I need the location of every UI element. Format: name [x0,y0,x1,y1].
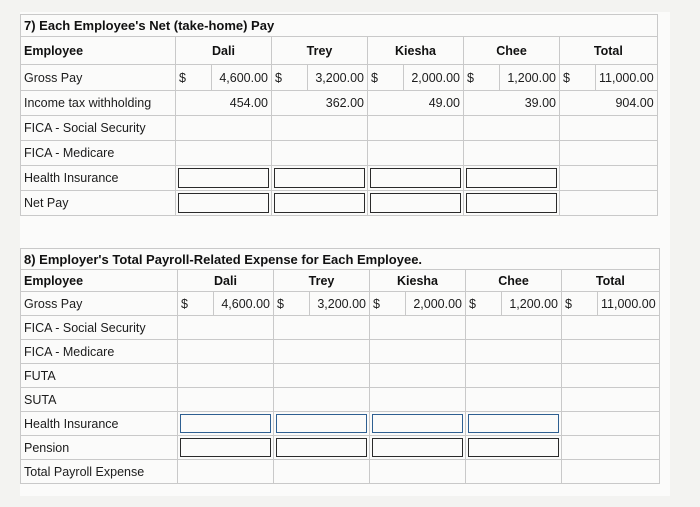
input-pension-total[interactable] [562,436,660,460]
input-suta-dali[interactable] [178,388,274,412]
cell-gross-pay-chee[interactable]: 1,200.00 [500,65,560,91]
table-row [21,166,658,191]
table-row [21,340,660,364]
input-total-expense-dali[interactable] [178,460,274,484]
row-label-total-payroll-expense: Total Payroll Expense [21,460,178,484]
currency-symbol: $ [466,292,502,316]
cell-gross-pay-dali[interactable]: 4,600.00 [212,65,272,91]
input-medicare-chee[interactable] [466,340,562,364]
currency-symbol: $ [274,292,310,316]
input-medicare-kiesha[interactable] [370,340,466,364]
input-net-pay-chee[interactable] [464,191,560,216]
input-pension-dali[interactable] [178,436,274,460]
input-fica-ss-total[interactable] [560,116,658,141]
cell-gross-pay-total[interactable]: 11,000.00 [598,292,660,316]
section-8-title: 8) Employer's Total Payroll-Related Expense for Each Employee. [21,249,660,270]
table-row [21,91,658,116]
cell-income-tax-dali[interactable]: 454.00 [176,91,272,116]
header-trey: Trey [274,270,370,292]
input-health-total[interactable] [560,166,658,191]
input-futa-total[interactable] [562,364,660,388]
input-suta-trey[interactable] [274,388,370,412]
row-label-health-insurance: Health Insurance [21,166,176,191]
input-health-dali[interactable] [178,412,274,436]
row-label-health-insurance: Health Insurance [21,412,178,436]
input-net-pay-dali[interactable] [176,191,272,216]
input-futa-dali[interactable] [178,364,274,388]
row-label-fica-medicare: FICA - Medicare [21,340,178,364]
input-medicare-chee[interactable] [464,141,560,166]
input-health-dali[interactable] [176,166,272,191]
header-employee: Employee [21,270,178,292]
input-fica-ss-dali[interactable] [176,116,272,141]
table-row [21,364,660,388]
cell-income-tax-kiesha[interactable]: 49.00 [368,91,464,116]
table-row [21,460,660,484]
header-chee: Chee [466,270,562,292]
input-medicare-dali[interactable] [176,141,272,166]
input-fica-ss-trey[interactable] [272,116,368,141]
currency-symbol: $ [272,65,308,91]
row-label-pension: Pension [21,436,178,460]
input-fica-ss-chee[interactable] [466,316,562,340]
input-net-pay-trey[interactable] [272,191,368,216]
cell-gross-pay-dali[interactable]: 4,600.00 [214,292,274,316]
header-dali: Dali [176,37,272,65]
input-fica-ss-trey[interactable] [274,316,370,340]
header-kiesha: Kiesha [370,270,466,292]
cell-gross-pay-trey[interactable]: 3,200.00 [308,65,368,91]
input-pension-trey[interactable] [274,436,370,460]
header-total: Total [560,37,658,65]
input-futa-chee[interactable] [466,364,562,388]
cell-income-tax-trey[interactable]: 362.00 [272,91,368,116]
row-label-fica-ss: FICA - Social Security [21,316,178,340]
row-label-futa: FUTA [21,364,178,388]
input-pension-kiesha[interactable] [370,436,466,460]
cell-gross-pay-chee[interactable]: 1,200.00 [502,292,562,316]
input-total-expense-kiesha[interactable] [370,460,466,484]
employer-expense-table [20,248,660,484]
header-dali: Dali [178,270,274,292]
header-chee: Chee [464,37,560,65]
section-7-title: 7) Each Employee's Net (take-home) Pay [21,15,658,37]
cell-gross-pay-kiesha[interactable]: 2,000.00 [404,65,464,91]
cell-gross-pay-trey[interactable]: 3,200.00 [310,292,370,316]
currency-symbol: $ [176,65,212,91]
input-health-kiesha[interactable] [370,412,466,436]
input-health-chee[interactable] [464,166,560,191]
row-label-fica-ss: FICA - Social Security [21,116,176,141]
input-suta-chee[interactable] [466,388,562,412]
input-health-kiesha[interactable] [368,166,464,191]
input-suta-kiesha[interactable] [370,388,466,412]
input-medicare-trey[interactable] [274,340,370,364]
table-row [21,412,660,436]
input-health-trey[interactable] [272,166,368,191]
currency-symbol: $ [368,65,404,91]
currency-symbol: $ [464,65,500,91]
currency-symbol: $ [560,65,596,91]
input-health-chee[interactable] [466,412,562,436]
table-row [21,191,658,216]
cell-income-tax-chee[interactable]: 39.00 [464,91,560,116]
header-total: Total [562,270,660,292]
input-pension-chee[interactable] [466,436,562,460]
input-total-expense-chee[interactable] [466,460,562,484]
input-total-expense-trey[interactable] [274,460,370,484]
input-futa-kiesha[interactable] [370,364,466,388]
row-label-income-tax: Income tax withholding [21,91,176,116]
input-medicare-trey[interactable] [272,141,368,166]
input-health-total[interactable] [562,412,660,436]
input-health-trey[interactable] [274,412,370,436]
table-row [21,65,658,91]
input-medicare-total[interactable] [562,340,660,364]
cell-gross-pay-total[interactable]: 11,000.00 [596,65,658,91]
cell-gross-pay-kiesha[interactable]: 2,000.00 [406,292,466,316]
table-row [21,141,658,166]
table-row [21,116,658,141]
input-net-pay-kiesha[interactable] [368,191,464,216]
input-medicare-total[interactable] [560,141,658,166]
input-net-pay-total[interactable] [560,191,658,216]
currency-symbol: $ [370,292,406,316]
table-row [21,292,660,316]
table-row [21,436,660,460]
input-fica-ss-kiesha[interactable] [368,116,464,141]
input-fica-ss-kiesha[interactable] [370,316,466,340]
row-label-suta: SUTA [21,388,178,412]
row-label-fica-medicare: FICA - Medicare [21,141,176,166]
input-fica-ss-dali[interactable] [178,316,274,340]
input-fica-ss-total[interactable] [562,316,660,340]
row-label-gross-pay: Gross Pay [21,65,176,91]
header-employee: Employee [21,37,176,65]
input-futa-trey[interactable] [274,364,370,388]
row-label-net-pay: Net Pay [21,191,176,216]
currency-symbol: $ [562,292,598,316]
table-row [21,316,660,340]
currency-symbol: $ [178,292,214,316]
net-pay-table [20,14,658,216]
input-suta-total[interactable] [562,388,660,412]
cell-income-tax-total[interactable]: 904.00 [560,91,658,116]
input-medicare-kiesha[interactable] [368,141,464,166]
table-row [21,388,660,412]
header-trey: Trey [272,37,368,65]
input-medicare-dali[interactable] [178,340,274,364]
row-label-gross-pay: Gross Pay [21,292,178,316]
input-total-expense-total[interactable] [562,460,660,484]
header-kiesha: Kiesha [368,37,464,65]
input-fica-ss-chee[interactable] [464,116,560,141]
